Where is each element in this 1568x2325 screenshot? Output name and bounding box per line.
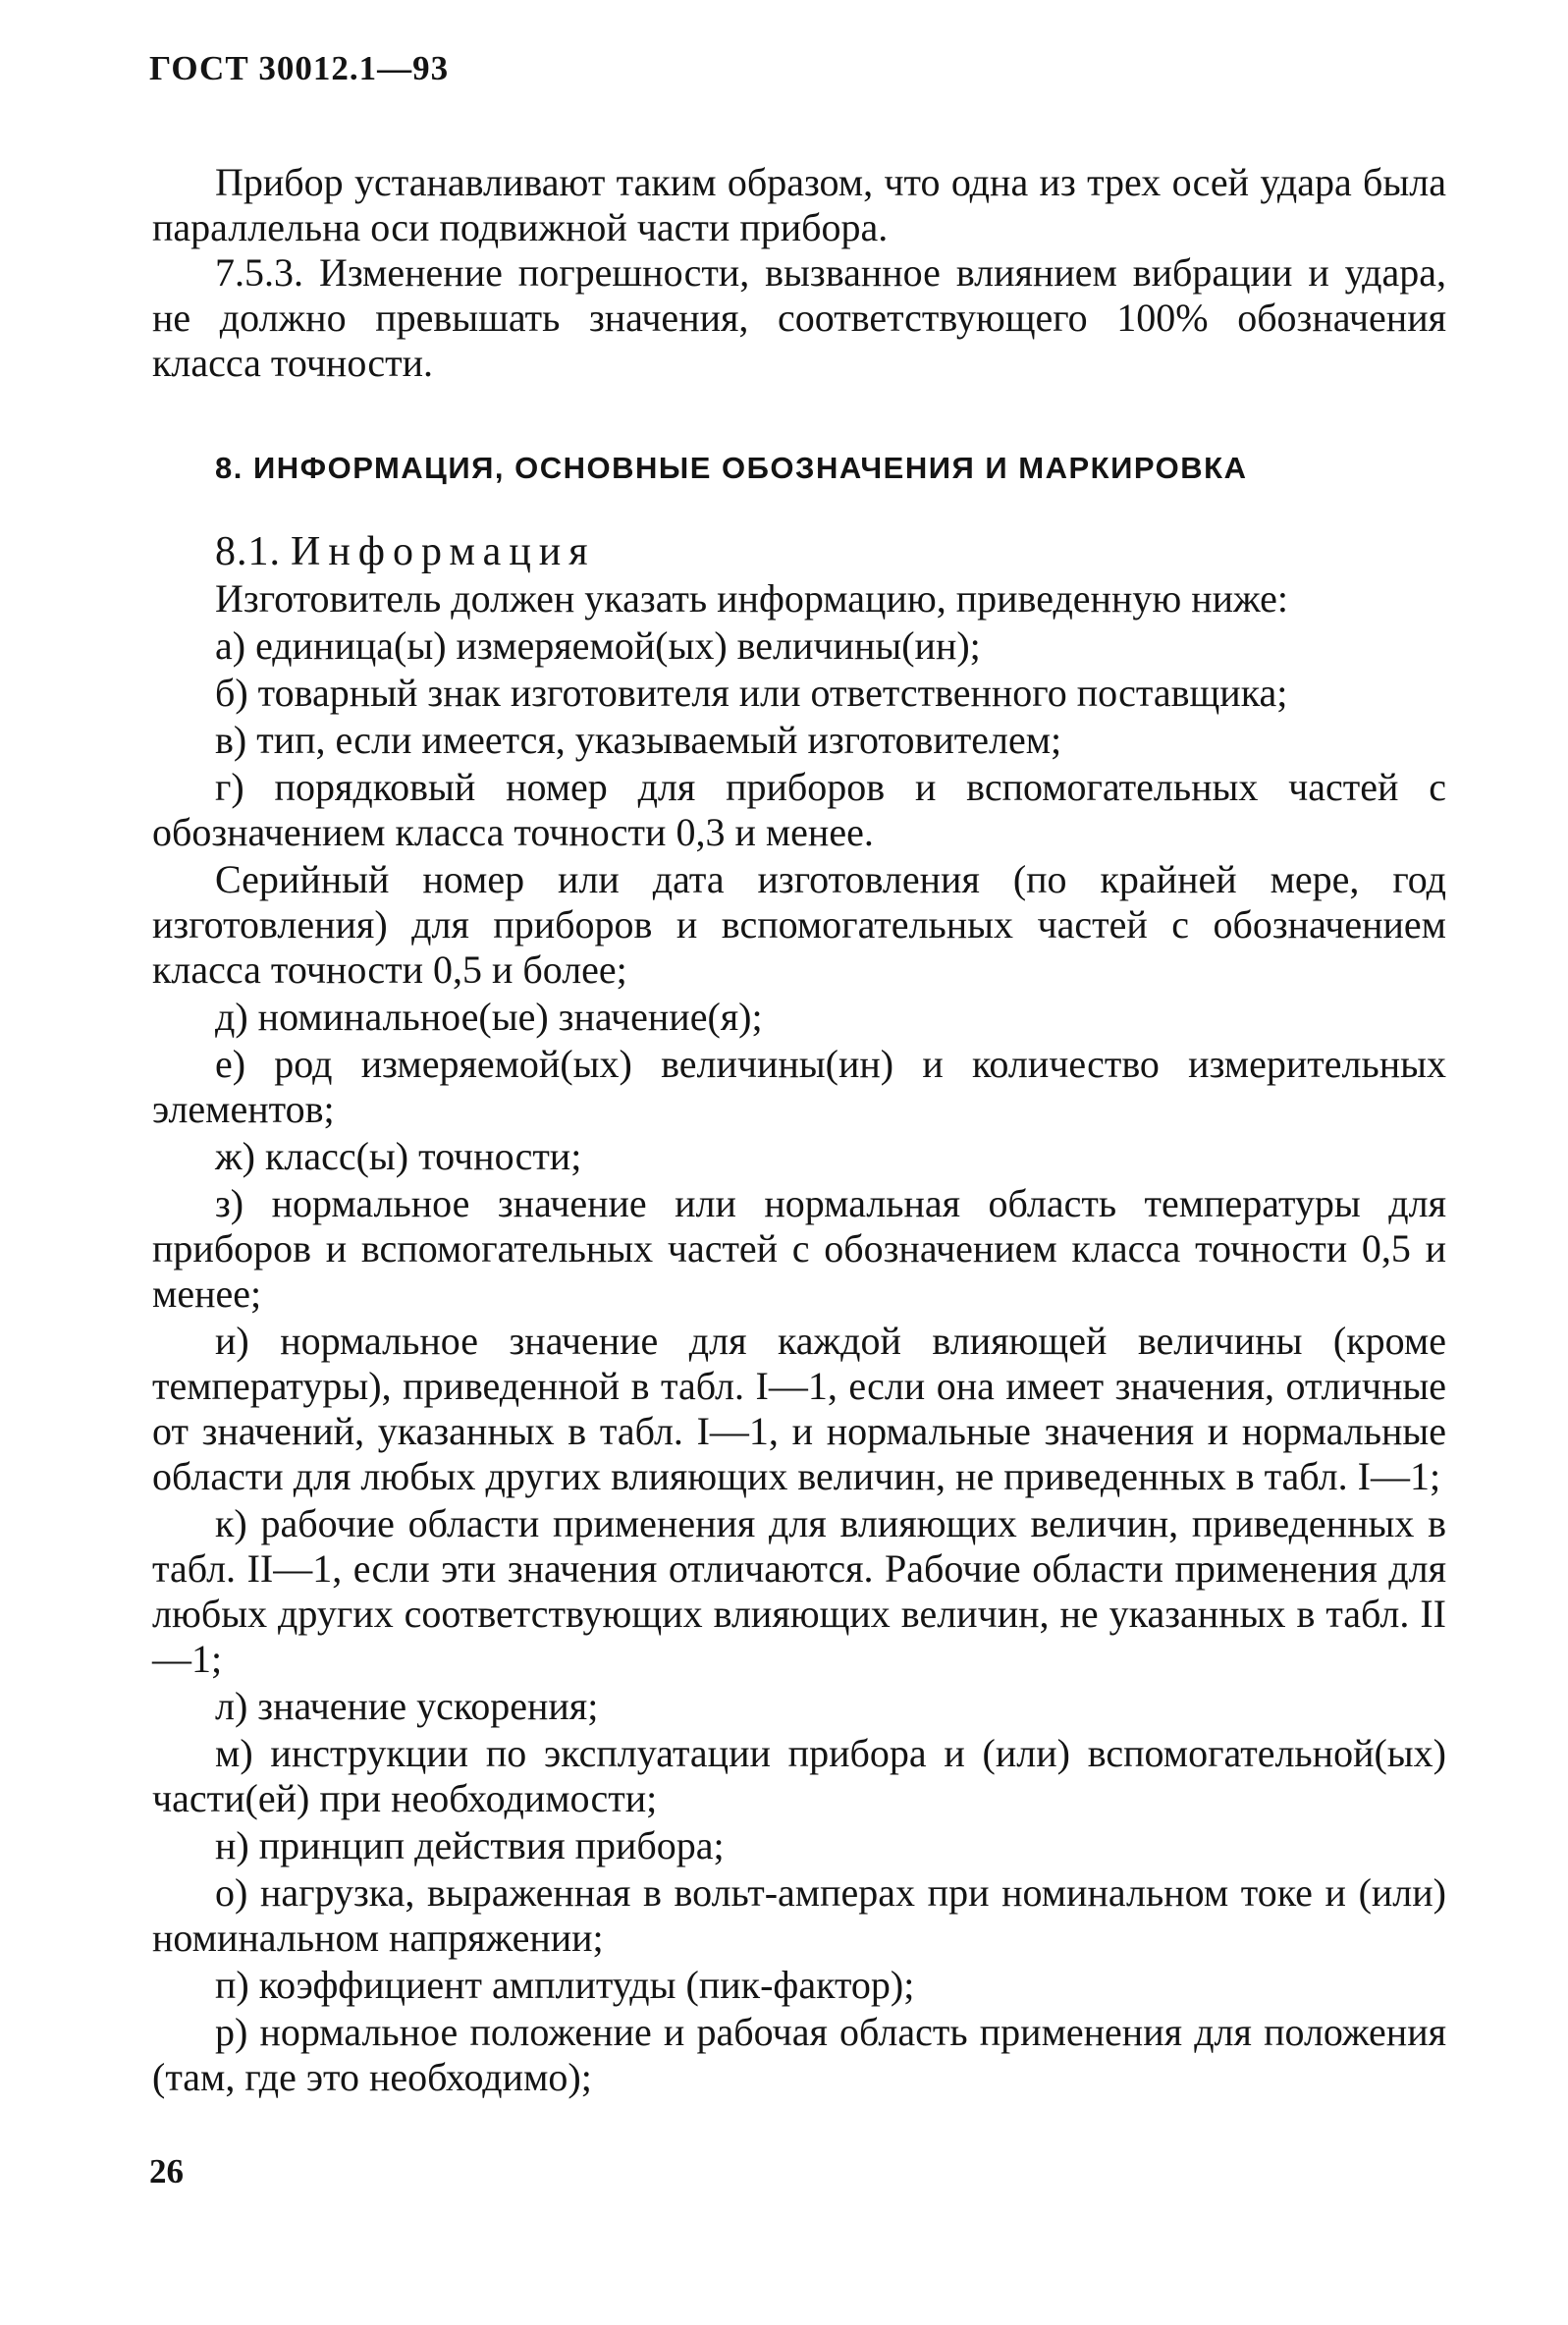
list-item: р) нормальное положение и рабочая область применения для положения (там, где это необходимо); xyxy=(152,2010,1446,2099)
list-item: д) номинальное(ые) значение(я); xyxy=(215,995,763,1039)
list-item: е) род измеряемой(ых) величины(ин) и количество измерительных элементов; xyxy=(152,1042,1446,1131)
list-item: а) единица(ы) измеряемой(ых) величины(ин); xyxy=(215,623,981,668)
list-item: г) порядковый номер для приборов и вспомогательных частей с обозначением класса точности 0,3 и менее. xyxy=(152,765,1446,854)
list-item: з) нормальное значение или нормальная область температуры для приборов и вспомогательных частей с обозначением класса точности 0,5 и менее; xyxy=(152,1181,1446,1316)
subsection-number: 8.1. xyxy=(215,529,281,574)
page-number: 26 xyxy=(149,2152,184,2190)
list-item: м) инструкции по эксплуатации прибора и (или) вспомогательной(ых) части(ей) при необходимости; xyxy=(152,1731,1446,1820)
list-item: в) тип, если имеется, указываемый изготовителем; xyxy=(215,718,1062,762)
lead-paragraph: Изготовитель должен указать информацию, приведенную ниже: xyxy=(215,576,1289,621)
list-item: п) коэффициент амплитуды (пик-фактор); xyxy=(215,1963,915,2007)
intro-paragraph: Прибор устанавливают таким образом, что одна из трех осей удара была параллельна оси подвижной части прибора. xyxy=(152,160,1446,249)
list-item: о) нагрузка, выраженная в вольт-амперах при номинальном токе и (или) номинальном напряжении; xyxy=(152,1870,1446,1960)
subsection-heading xyxy=(152,527,1446,576)
clause-7-5-3: 7.5.3. Изменение погрешности, вызванное влиянием вибрации и удара, не должно превышать значения, соответствующего 100% обозначения класса точности. xyxy=(152,250,1446,385)
document-code-header: ГОСТ 30012.1—93 xyxy=(149,49,450,87)
list-item: и) нормальное значение для каждой влияющей величины (кроме температуры), приведенной в табл. I—1, если она имеет значения, отличные от значений, указанных в табл. I—1, и нормальные значения и нормальные области для любых других влияющих величин, не приведенных в табл. I—1; xyxy=(152,1319,1446,1498)
list-item: н) принцип действия прибора; xyxy=(215,1823,725,1867)
list-item: к) рабочие области применения для влияющих величин, приведенных в табл. II—1, если эти значения отличаются. Рабочие области применения для любых других соответствующих влияющих величин, не указанных в табл. II—1; xyxy=(152,1501,1446,1681)
section-title: 8. ИНФОРМАЦИЯ, ОСНОВНЫЕ ОБОЗНАЧЕНИЯ И МАРКИРОВКА xyxy=(215,451,1248,485)
page-body xyxy=(152,160,1446,2100)
list-item: л) значение ускорения; xyxy=(215,1684,599,1728)
list-item: б) товарный знак изготовителя или ответственного поставщика; xyxy=(215,671,1288,715)
subsection-title: Информация xyxy=(291,529,596,574)
list-item: Серийный номер или дата изготовления (по крайней мере, год изготовления) для приборов и вспомогательных частей с обозначением класса точности 0,5 и более; xyxy=(152,857,1446,992)
list-item: ж) класс(ы) точности; xyxy=(215,1134,582,1178)
